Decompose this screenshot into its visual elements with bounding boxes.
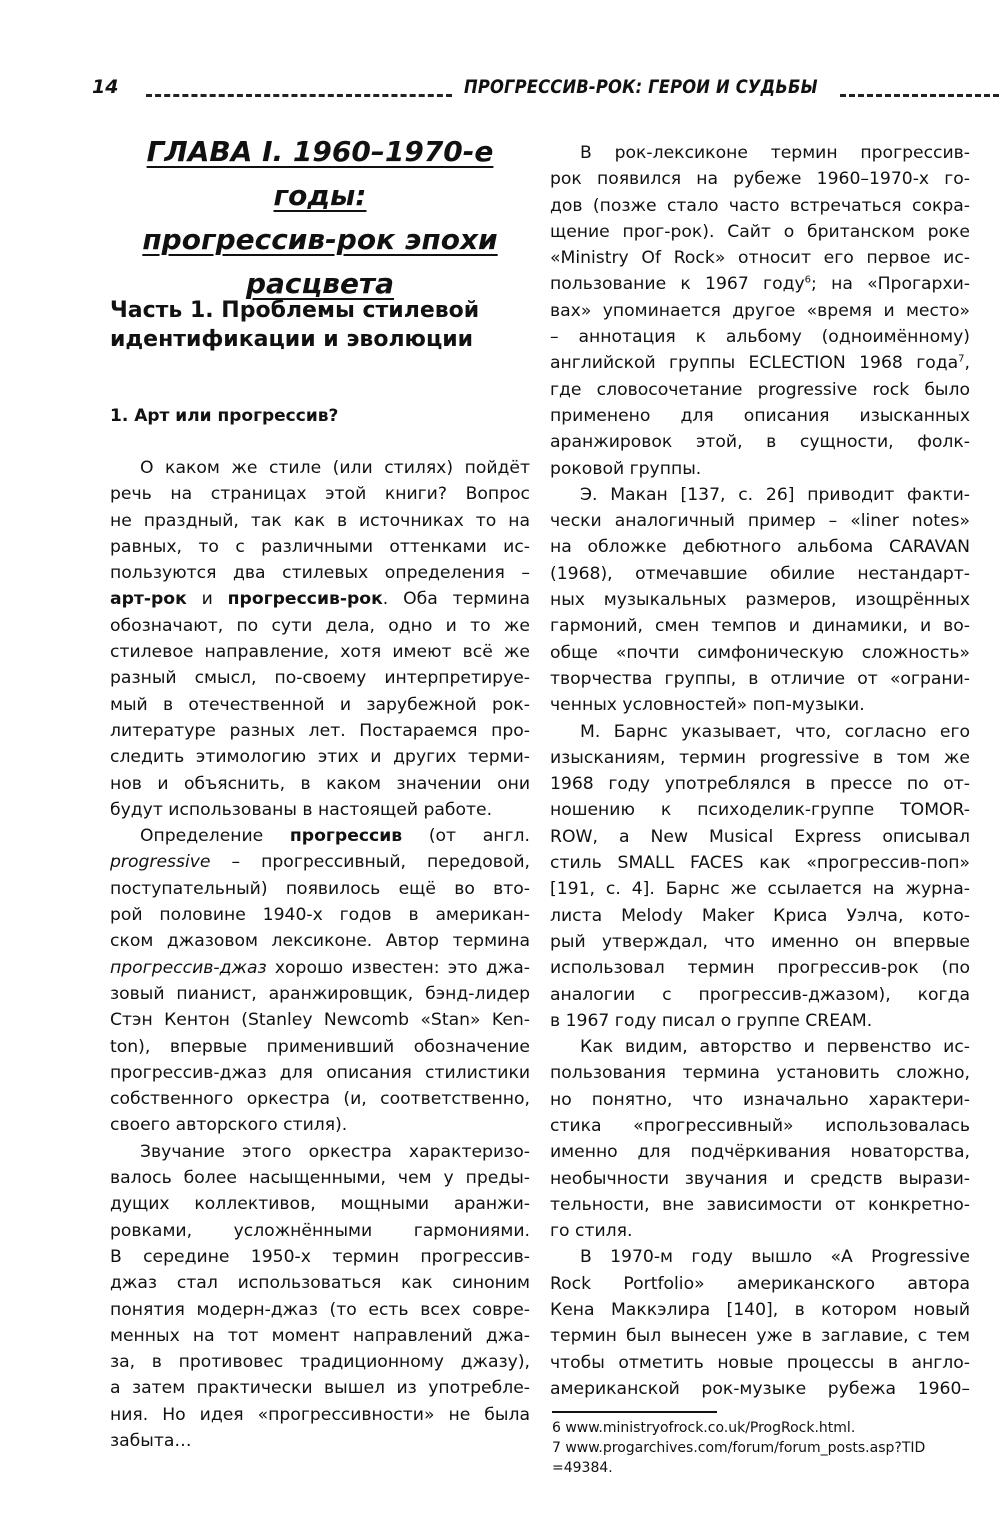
chapter-title bbox=[100, 130, 540, 306]
text-line: рой половине 1940-х годов в американ- bbox=[110, 905, 530, 926]
text-line: валось более насыщенными, чем у преды- bbox=[110, 1168, 530, 1189]
text-line: следить этимологию этих и других терми- bbox=[110, 747, 530, 768]
bold-term: прогрессив-рок bbox=[227, 589, 383, 610]
text-line: Определение прогрессив (от англ. bbox=[140, 826, 530, 847]
text-line: за, в противовес традиционному джазу), bbox=[110, 1352, 530, 1373]
part-title-line: Часть 1. Проблемы стилевой bbox=[110, 298, 480, 323]
text-line: листа Melody Maker Криса Уэлча, кото- bbox=[550, 905, 970, 926]
text-line: арт-рок и прогрессив-рок. Оба термина bbox=[110, 589, 530, 610]
text-line: на обложке дебютного альбома CARAVAN bbox=[550, 537, 970, 558]
text-line: дущих коллективов, мощными аранжи- bbox=[110, 1194, 530, 1215]
text-line: го стиля. bbox=[550, 1221, 633, 1242]
text-line: пользуются два стилевых определения – bbox=[110, 563, 530, 584]
text-line: а затем практически вышел из употребле- bbox=[110, 1378, 530, 1399]
text-line: но понятно, что изначально характери- bbox=[550, 1089, 970, 1110]
text-line: пользование к 1967 году$^6$; на «Прогархи- bbox=[550, 274, 971, 295]
text-line: дов (позже стало часто встречаться сокра- bbox=[550, 195, 970, 216]
text-line: где словосочетание progressive rock было bbox=[550, 379, 970, 400]
right-text-column bbox=[550, 140, 970, 1402]
section-title: 1. Арт или прогрессив? bbox=[110, 406, 339, 426]
text-line: щение прог-рок). Сайт о британском роке bbox=[550, 221, 970, 242]
text-line: использовал термин прогрессив-рок (по bbox=[550, 958, 970, 979]
text-line: ченных условностей» поп-музыки. bbox=[550, 695, 865, 716]
text-line: [191, с. 4]. Барнс же ссылается на журна- bbox=[550, 879, 970, 900]
text-line: обозначают, по сути дела, одно и то же bbox=[110, 615, 530, 636]
text-line: нов и объяснить, в каком значении они bbox=[110, 773, 530, 794]
footnote-ref: 6 bbox=[804, 274, 812, 286]
footnote-6: 6 www.ministryofrock.co.uk/ProgRock.html. bbox=[552, 1420, 856, 1436]
text-line: ton), впервые применивший обозначение bbox=[110, 1036, 530, 1057]
text-line: джаз стал использоваться как синоним bbox=[110, 1273, 530, 1294]
chapter-title-line: прогрессив-рок эпохи bbox=[142, 223, 498, 256]
text-line: Как видим, авторство и первенство ис- bbox=[580, 1037, 970, 1058]
text-line: О каком же стиле (или стилях) пойдёт bbox=[140, 458, 530, 478]
text-line: именно для подчёркивания новаторства, bbox=[550, 1142, 970, 1163]
text-line: прогрессив-джаз для описания стилистики bbox=[110, 1062, 530, 1083]
bold-term: прогрессив bbox=[289, 826, 403, 847]
running-title: ПРОГРЕССИВ-РОК: ГЕРОИ И СУДЬБЫ bbox=[464, 76, 818, 98]
footnote-ref: 7 bbox=[958, 353, 965, 365]
italic-term: прогрессив-джаз bbox=[110, 957, 267, 978]
text-line: творчества группы, в отличие от «ограни- bbox=[550, 668, 970, 689]
text-line: стилевое направление, хотя имеют всё же bbox=[110, 642, 530, 663]
text-line: роковой группы. bbox=[550, 458, 702, 479]
text-line: – аннотация к альбому (одноимённому) bbox=[550, 327, 970, 348]
running-header bbox=[92, 76, 972, 106]
text-line: литературе разных лет. Постараемся про- bbox=[110, 720, 530, 741]
text-line: зовый пианист, аранжировщик, бэнд-лидер bbox=[110, 983, 530, 1004]
text-line: поступательный) появилось ещё во вто- bbox=[110, 878, 530, 899]
text-line: Звучание этого оркестра характеризо- bbox=[140, 1141, 530, 1162]
part-title-line: идентификации и эволюции bbox=[110, 327, 474, 352]
text-line: будут использованы в настоящей работе. bbox=[110, 799, 493, 820]
text-line: ношению к психоделик-группе TOMOR- bbox=[550, 800, 970, 821]
text-line: речь на страницах этой книги? Вопрос bbox=[110, 484, 530, 505]
chapter-title-line: ГЛАВА I. 1960–1970-е годы: bbox=[146, 135, 494, 212]
text-line: ровками, усложнёнными гармониями. bbox=[110, 1220, 530, 1241]
text-line: ных музыкальных размеров, изощрённых bbox=[550, 590, 970, 611]
part-title bbox=[110, 296, 479, 354]
text-line: В 1970-м году вышло «A Progressive bbox=[580, 1247, 970, 1268]
text-line: ROW, а New Musical Express описывал bbox=[550, 826, 970, 847]
text-line: английской группы ECLECTION 1968 года$^7$, bbox=[550, 353, 970, 374]
left-text-column bbox=[110, 455, 530, 1454]
text-line: прогрессив-джаз хорошо известен: это джа- bbox=[110, 957, 530, 978]
text-line: необычности звучания и средств вырази- bbox=[550, 1168, 970, 1189]
text-line: менных на тот момент направлений джа- bbox=[110, 1325, 530, 1346]
text-line: М. Барнс указывает, что, согласно его bbox=[580, 721, 970, 742]
text-line: разный смысл, по-своему интерпретируе- bbox=[110, 668, 530, 689]
text-line: Э. Макан [137, с. 26] приводит факти- bbox=[580, 484, 970, 505]
text-line: мый в отечественной и зарубежной рок- bbox=[110, 694, 530, 715]
text-line: чески аналогичный пример – «liner notes» bbox=[550, 511, 970, 532]
text-line: «Ministry Of Rock» относит его первое ис- bbox=[550, 248, 970, 269]
text-line: своего авторского стиля). bbox=[110, 1115, 348, 1136]
header-dash-rule-right bbox=[840, 94, 1000, 97]
text-line: рый утверждал, что именно он впервые bbox=[550, 931, 970, 952]
text-line: чтобы отметить новые процессы в англо- bbox=[550, 1352, 970, 1373]
text-line: стика «прогрессивный» использовалась bbox=[550, 1115, 970, 1136]
text-line: В рок-лексиконе термин прогрессив- bbox=[580, 143, 970, 163]
text-line: вах» упоминается другое «время и место» bbox=[550, 300, 970, 321]
text-line: рок появился на рубеже 1960–1970-х го- bbox=[550, 169, 970, 190]
chapter-title-line: расцвета bbox=[245, 267, 395, 300]
text-line: забыта… bbox=[110, 1430, 192, 1451]
text-line: применено для описания изысканных bbox=[550, 405, 970, 426]
text-line: пользования термина установить сложно, bbox=[550, 1063, 970, 1084]
text-line: собственного оркестра (и, соответственно, bbox=[110, 1089, 530, 1110]
footnote-7-continued: =49384. bbox=[552, 1460, 613, 1476]
text-line: изысканиям, термин progressive в том же bbox=[550, 747, 970, 768]
text-line: 1968 году употреблялся в прессе по от- bbox=[550, 774, 970, 795]
text-line: понятия модерн-джаз (то есть всех совре- bbox=[110, 1299, 530, 1320]
text-line: стиль SMALL FACES как «прогрессив-поп» bbox=[550, 853, 970, 874]
text-line: progressive – прогрессивный, передовой, bbox=[110, 852, 530, 873]
text-line: В середине 1950-х термин прогрессив- bbox=[110, 1246, 530, 1267]
text-line: американской рок-музыке рубежа 1960– bbox=[550, 1378, 970, 1399]
text-line: в 1967 году писал о группе CREAM. bbox=[550, 1010, 873, 1031]
text-line: ском джазовом лексиконе. Автор термина bbox=[110, 931, 530, 952]
text-line: тельности, вне зависимости от конкретно- bbox=[550, 1194, 970, 1215]
text-line: Кена Маккэлира [140], в котором новый bbox=[550, 1300, 970, 1321]
text-line: ния. Но идея «прогрессивности» не была bbox=[110, 1404, 530, 1425]
text-line: Rock Portfolio» американского автора bbox=[550, 1273, 970, 1294]
footnote-separator bbox=[552, 1411, 717, 1413]
text-line: равных, то с различными оттенками ис- bbox=[110, 536, 530, 557]
text-line: (1968), отмечавшие обилие нестандарт- bbox=[550, 563, 970, 584]
text-line: аналогии с прогрессив-джазом), когда bbox=[550, 984, 970, 1005]
header-dash-rule-left bbox=[146, 94, 452, 97]
footnote-7: 7 www.progarchives.com/forum/forum_posts.asp?TID bbox=[552, 1440, 926, 1456]
italic-term: progressive bbox=[110, 852, 211, 873]
page-number: 14 bbox=[92, 76, 119, 98]
text-line: гармоний, смен темпов и динамики, и во- bbox=[550, 616, 970, 637]
text-line: термин был вынесен уже в заглавие, с тем bbox=[550, 1326, 970, 1347]
bold-term: арт-рок bbox=[110, 589, 187, 610]
text-line: не праздный, так как в источниках то на bbox=[110, 510, 530, 531]
text-line: аранжировок этой, в сущности, фолк- bbox=[550, 432, 970, 453]
footnotes bbox=[552, 1418, 972, 1478]
text-line: Стэн Кентон (Stanley Newcomb «Stan» Ken- bbox=[110, 1010, 530, 1031]
text-line: обще «почти симфоническую сложность» bbox=[550, 642, 970, 663]
